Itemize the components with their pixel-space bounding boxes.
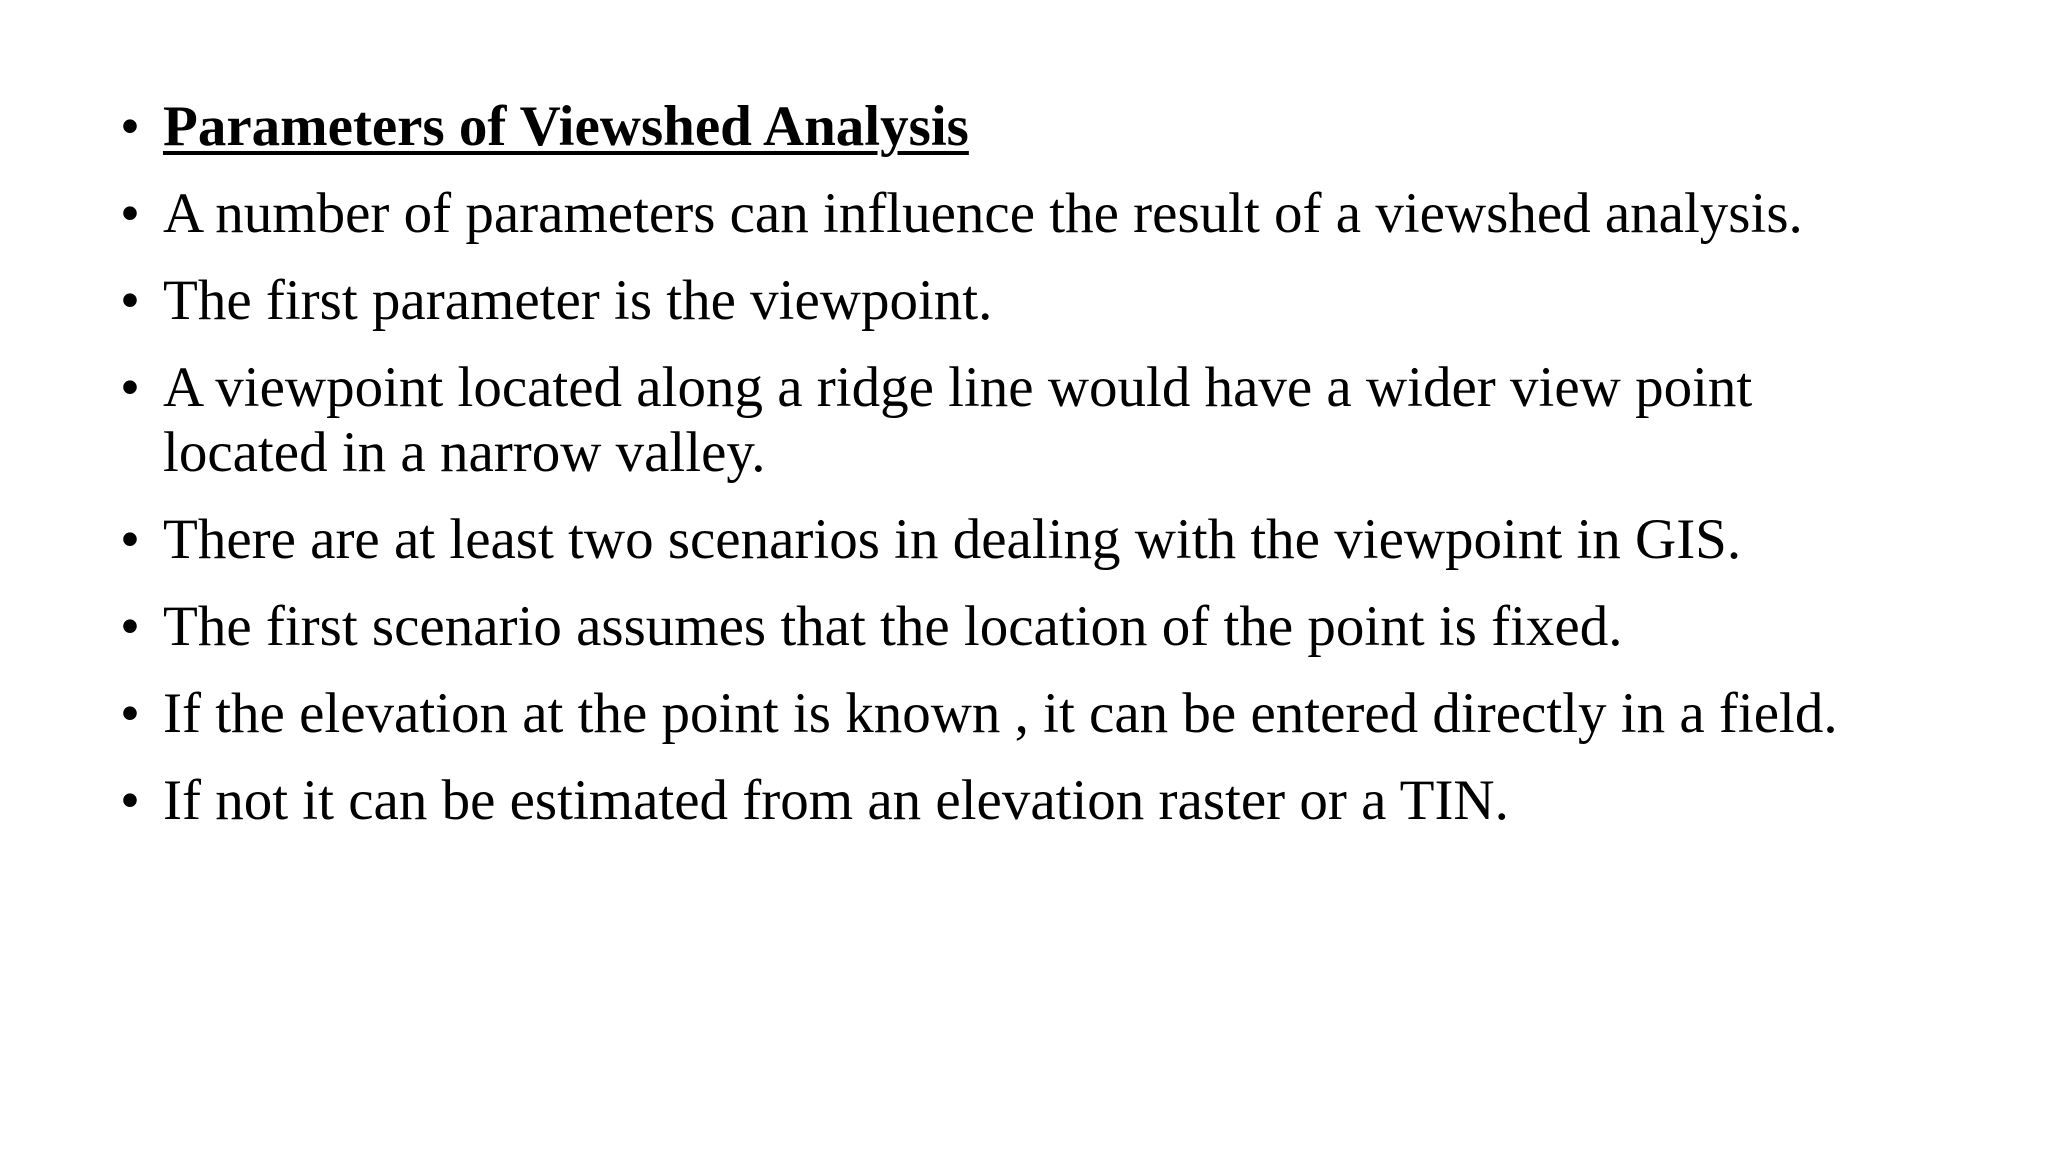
bullet-point-icon: • <box>120 182 140 245</box>
bullet-point-icon: • <box>120 269 140 332</box>
bullet-text: If not it can be estimated from an elevation raster or a TIN. <box>163 769 1509 832</box>
bullet-point-icon: • <box>120 508 140 571</box>
bullet-text: A number of parameters can influence the result of a viewshed analysis. <box>163 182 1803 245</box>
bullet-point-icon: • <box>120 595 140 658</box>
bullet-text: There are at least two scenarios in dealing with the viewpoint in GIS. <box>163 508 1742 571</box>
bullet-text: A viewpoint located along a ridge line would have a wider view point located in a narrow valley. <box>163 356 1753 484</box>
bullet-text: The first parameter is the viewpoint. <box>163 269 993 332</box>
bullet-item <box>120 355 1920 485</box>
bullet-item <box>120 768 1920 833</box>
bullet-text: The first scenario assumes that the location of the point is fixed. <box>163 595 1623 658</box>
bullet-text: If the elevation at the point is known , it can be entered directly in a field. <box>163 682 1838 745</box>
bullet-list <box>120 94 1920 855</box>
bullet-item <box>120 681 1920 746</box>
bullet-point-icon: • <box>120 95 140 158</box>
bullet-point-icon: • <box>120 356 140 419</box>
bullet-item <box>120 268 1920 333</box>
bullet-point-icon: • <box>120 682 140 745</box>
bullet-point-icon: • <box>120 769 140 832</box>
bullet-item <box>120 594 1920 659</box>
slide-heading: Parameters of Viewshed Analysis <box>163 95 969 158</box>
bullet-item <box>120 507 1920 572</box>
heading-item <box>120 94 1920 159</box>
bullet-item <box>120 181 1920 246</box>
